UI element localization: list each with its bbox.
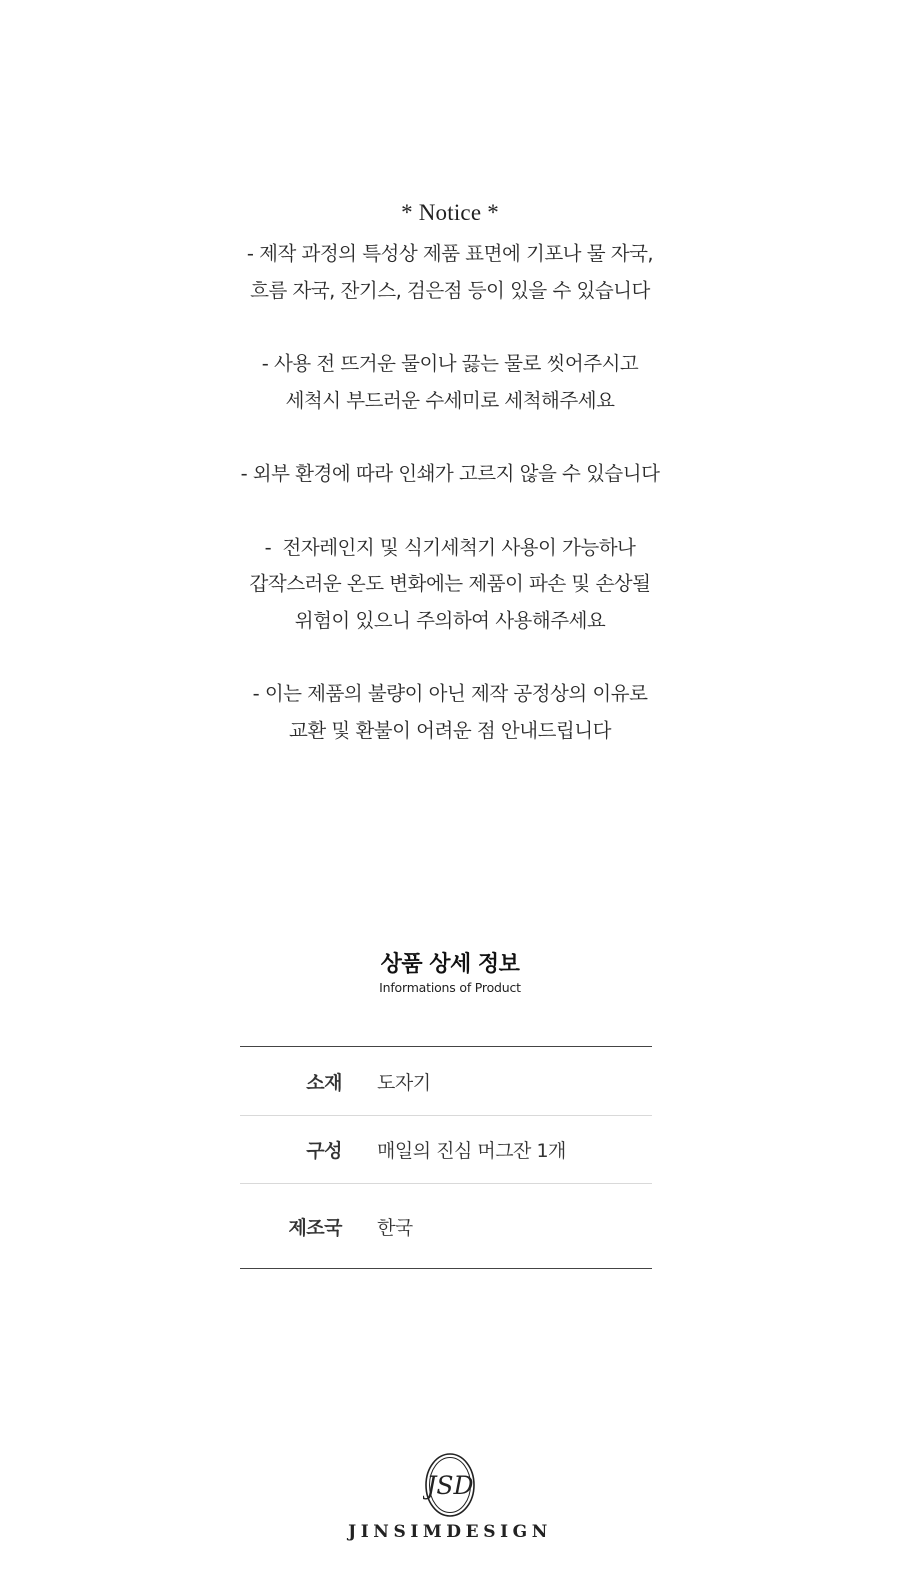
product-info-subtitle: Informations of Product [379, 980, 521, 995]
table-row [240, 1116, 652, 1184]
notice-line: 흐름 자국, 잔기스, 검은점 등이 있을 수 있습니다 [250, 278, 650, 302]
notice-line: 세척시 부드러운 수세미로 세척해주세요 [285, 388, 615, 412]
row-label: 구성 [306, 1140, 342, 1162]
row-value: 매일의 진심 머그잔 1개 [377, 1140, 566, 1162]
table-row [240, 1184, 652, 1268]
row-label: 제조국 [288, 1216, 342, 1239]
notice-line: - 전자레인지 및 식기세척기 사용이 가능하나 [264, 535, 636, 559]
row-label: 소재 [306, 1071, 342, 1094]
product-info-title: 상품 상세 정보 [380, 952, 520, 977]
notice-paragraph [0, 236, 900, 309]
notice-line: 갑작스러운 온도 변화에는 제품이 파손 및 손상될 [249, 572, 651, 595]
notice-line: - 외부 환경에 따라 인쇄가 고르지 않을 수 있습니다 [240, 462, 660, 485]
jsd-monogram-logo-icon [423, 1452, 477, 1518]
notice-section [0, 200, 900, 786]
notice-paragraph [0, 346, 900, 419]
notice-line: 교환 및 환불이 어려운 점 안내드립니다 [289, 718, 611, 742]
row-value: 도자기 [377, 1071, 431, 1094]
notice-line: - 사용 전 뜨거운 물이나 끓는 물로 씻어주시고 [261, 352, 639, 375]
brand-footer [0, 1452, 900, 1542]
notice-line: - 이는 제품의 불량이 아닌 제작 공정상의 이유로 [252, 682, 648, 705]
notice-line: 위험이 있으니 주의하여 사용해주세요 [294, 608, 606, 632]
row-value: 한국 [377, 1216, 413, 1239]
logo-monogram: JSD [426, 1471, 474, 1500]
product-info-header [0, 950, 900, 996]
notice-paragraph [0, 456, 900, 493]
table-row [240, 1047, 652, 1116]
product-info-table [240, 1046, 652, 1269]
notice-paragraph [0, 530, 900, 640]
notice-line: - 제작 과정의 특성상 제품 표면에 기포나 물 자국, [246, 242, 654, 265]
notice-paragraph [0, 676, 900, 749]
brand-name: JINSIMDESIGN [348, 1522, 552, 1542]
notice-title: * Notice * [401, 200, 499, 225]
